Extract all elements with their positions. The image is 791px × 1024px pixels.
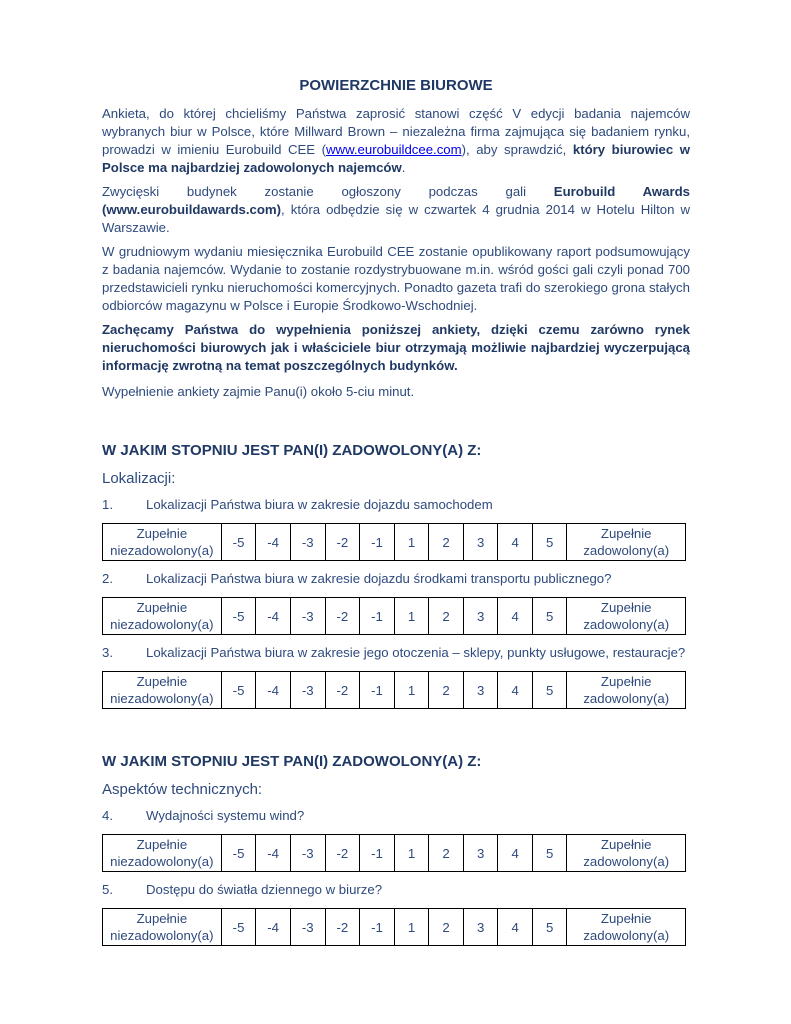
intro-paragraph-5: Wypełnienie ankiety zajmie Panu(i) około 5-ciu minut. bbox=[102, 384, 415, 399]
scale-label-right: Zupełnie zadowolony(a) bbox=[567, 835, 686, 872]
scale-option[interactable]: -2 bbox=[325, 835, 360, 872]
scale-label-right: Zupełnie zadowolony(a) bbox=[567, 524, 686, 561]
section-1-heading: W JAKIM STOPNIU JEST PAN(I) ZADOWOLONY(A) Z: bbox=[102, 442, 482, 459]
scale-option[interactable]: 4 bbox=[498, 909, 533, 946]
intro-p2-text-b: , która odbędzie się w czwartek 4 grudnia 2014 w Hotelu Hilton w Warszawie. bbox=[102, 202, 690, 235]
scale-option[interactable]: -2 bbox=[325, 672, 360, 709]
scale-option[interactable]: -3 bbox=[290, 524, 325, 561]
scale-option[interactable]: -1 bbox=[360, 524, 395, 561]
question-number: 5. bbox=[102, 882, 113, 897]
question-2 bbox=[102, 571, 702, 586]
scale-option[interactable]: 4 bbox=[498, 835, 533, 872]
scale-label-left: Zupełnie niezadowolony(a) bbox=[103, 598, 222, 635]
scale-label-left: Zupełnie niezadowolony(a) bbox=[103, 909, 222, 946]
intro-p1-text-c: . bbox=[401, 160, 406, 175]
scale-option[interactable]: 2 bbox=[429, 672, 464, 709]
scale-option[interactable]: 1 bbox=[394, 672, 429, 709]
intro-p1-text-a: Ankieta, do której chcieliśmy Państwa zaprosić stanowi część V edycji badania najemców wybranych biur w Polsce, które Millward Brown – niezależna firma zajmująca się badaniem rynku, prowadzi w imieniu Eurobuild CEE ( bbox=[102, 106, 690, 157]
intro-p1-bold: który biurowiec w Polsce ma najbardziej zadowolonych najemców bbox=[102, 142, 690, 175]
scale-option[interactable]: 5 bbox=[532, 835, 567, 872]
scale-option[interactable]: -1 bbox=[360, 835, 395, 872]
intro-paragraph-2 bbox=[102, 183, 690, 237]
scale-option[interactable]: -2 bbox=[325, 598, 360, 635]
scale-option[interactable]: -5 bbox=[221, 524, 256, 561]
rating-scale-q3 bbox=[102, 671, 686, 709]
scale-option[interactable]: -5 bbox=[221, 598, 256, 635]
intro-p4-bold: Zachęcamy Państwa do wypełnienia poniższej ankiety, dzięki czemu zarówno rynek nieruchomości biurowych jak i właściciele biur otrzymają możliwie najbardziej wyczerpującą informację zwrotną na temat poszczególnych budynków. bbox=[102, 322, 690, 373]
scale-option[interactable]: -4 bbox=[256, 598, 291, 635]
section-2-heading: W JAKIM STOPNIU JEST PAN(I) ZADOWOLONY(A) Z: bbox=[102, 753, 482, 770]
scale-option[interactable]: -2 bbox=[325, 524, 360, 561]
question-1 bbox=[102, 497, 702, 512]
question-text: Wydajności systemu wind? bbox=[146, 808, 305, 823]
scale-option[interactable]: 2 bbox=[429, 598, 464, 635]
scale-option[interactable]: -5 bbox=[221, 835, 256, 872]
scale-option[interactable]: -4 bbox=[256, 672, 291, 709]
scale-option[interactable]: -3 bbox=[290, 835, 325, 872]
scale-option[interactable]: -5 bbox=[221, 672, 256, 709]
scale-label-right: Zupełnie zadowolony(a) bbox=[567, 909, 686, 946]
scale-option[interactable]: -1 bbox=[360, 909, 395, 946]
scale-option[interactable]: 2 bbox=[429, 524, 464, 561]
scale-option[interactable]: 1 bbox=[394, 909, 429, 946]
question-text: Lokalizacji Państwa biura w zakresie jego otoczenia – sklepy, punkty usługowe, restauracje? bbox=[146, 645, 686, 660]
question-text: Dostępu do światła dziennego w biurze? bbox=[146, 882, 383, 897]
scale-option[interactable]: -3 bbox=[290, 672, 325, 709]
scale-option[interactable]: 3 bbox=[463, 909, 498, 946]
question-number: 4. bbox=[102, 808, 113, 823]
scale-option[interactable]: 4 bbox=[498, 672, 533, 709]
section-2-subheading: Aspektów technicznych: bbox=[102, 781, 263, 798]
scale-option[interactable]: -4 bbox=[256, 909, 291, 946]
scale-option[interactable]: -3 bbox=[290, 598, 325, 635]
intro-paragraph-3: W grudniowym wydaniu miesięcznika Eurobuild CEE zostanie opublikowany raport podsumowujący z badania najemców. Wydanie to zostanie rozdystrybuowane m.in. wśród gości gali czyli ponad 700 przedstawicieli rynku nieruchomości komercyjnych. Ponadto gazeta trafi do szerokiego grona stałych odbiorców magazynu w Polsce i Europie Środkowo-Wschodniej. bbox=[102, 244, 690, 313]
scale-option[interactable]: 4 bbox=[498, 598, 533, 635]
question-5 bbox=[102, 882, 702, 897]
intro-p2-text-a: Zwycięski budynek zostanie ogłoszony podczas gali bbox=[102, 184, 554, 199]
scale-label-right: Zupełnie zadowolony(a) bbox=[567, 672, 686, 709]
rating-scale-q1 bbox=[102, 523, 686, 561]
question-text: Lokalizacji Państwa biura w zakresie dojazdu środkami transportu publicznego? bbox=[146, 571, 612, 586]
scale-option[interactable]: 1 bbox=[394, 524, 429, 561]
scale-option[interactable]: 3 bbox=[463, 598, 498, 635]
scale-option[interactable]: 3 bbox=[463, 672, 498, 709]
scale-option[interactable]: 5 bbox=[532, 598, 567, 635]
question-4 bbox=[102, 808, 702, 823]
scale-option[interactable]: 2 bbox=[429, 835, 464, 872]
intro-p2-bold: Eurobuild Awards (www.eurobuildawards.com) bbox=[102, 184, 690, 217]
scale-option[interactable]: -3 bbox=[290, 909, 325, 946]
scale-option[interactable]: -2 bbox=[325, 909, 360, 946]
eurobuildcee-link[interactable]: www.eurobuildcee.com bbox=[326, 142, 462, 157]
question-3 bbox=[102, 645, 702, 660]
intro-paragraph-4 bbox=[102, 321, 690, 375]
scale-option[interactable]: 3 bbox=[463, 835, 498, 872]
scale-option[interactable]: -4 bbox=[256, 835, 291, 872]
question-number: 1. bbox=[102, 497, 113, 512]
scale-label-left: Zupełnie niezadowolony(a) bbox=[103, 524, 222, 561]
scale-option[interactable]: -1 bbox=[360, 672, 395, 709]
intro-p1-text-b: ), aby sprawdzić, bbox=[461, 142, 573, 157]
scale-option[interactable]: 3 bbox=[463, 524, 498, 561]
scale-label-left: Zupełnie niezadowolony(a) bbox=[103, 835, 222, 872]
scale-option[interactable]: 5 bbox=[532, 672, 567, 709]
scale-option[interactable]: 4 bbox=[498, 524, 533, 561]
scale-option[interactable]: 5 bbox=[532, 909, 567, 946]
question-number: 2. bbox=[102, 571, 113, 586]
section-1-subheading: Lokalizacji: bbox=[102, 470, 176, 487]
rating-scale-q4 bbox=[102, 834, 686, 872]
question-number: 3. bbox=[102, 645, 113, 660]
intro-paragraph-1 bbox=[102, 105, 690, 177]
scale-option[interactable]: -5 bbox=[221, 909, 256, 946]
rating-scale-q5 bbox=[102, 908, 686, 946]
question-text: Lokalizacji Państwa biura w zakresie dojazdu samochodem bbox=[146, 497, 493, 512]
scale-label-right: Zupełnie zadowolony(a) bbox=[567, 598, 686, 635]
document-title: POWIERZCHNIE BIUROWE bbox=[299, 77, 493, 94]
rating-scale-q2 bbox=[102, 597, 686, 635]
scale-option[interactable]: 2 bbox=[429, 909, 464, 946]
scale-option[interactable]: 5 bbox=[532, 524, 567, 561]
scale-option[interactable]: -4 bbox=[256, 524, 291, 561]
scale-label-left: Zupełnie niezadowolony(a) bbox=[103, 672, 222, 709]
scale-option[interactable]: -1 bbox=[360, 598, 395, 635]
scale-option[interactable]: 1 bbox=[394, 835, 429, 872]
scale-option[interactable]: 1 bbox=[394, 598, 429, 635]
